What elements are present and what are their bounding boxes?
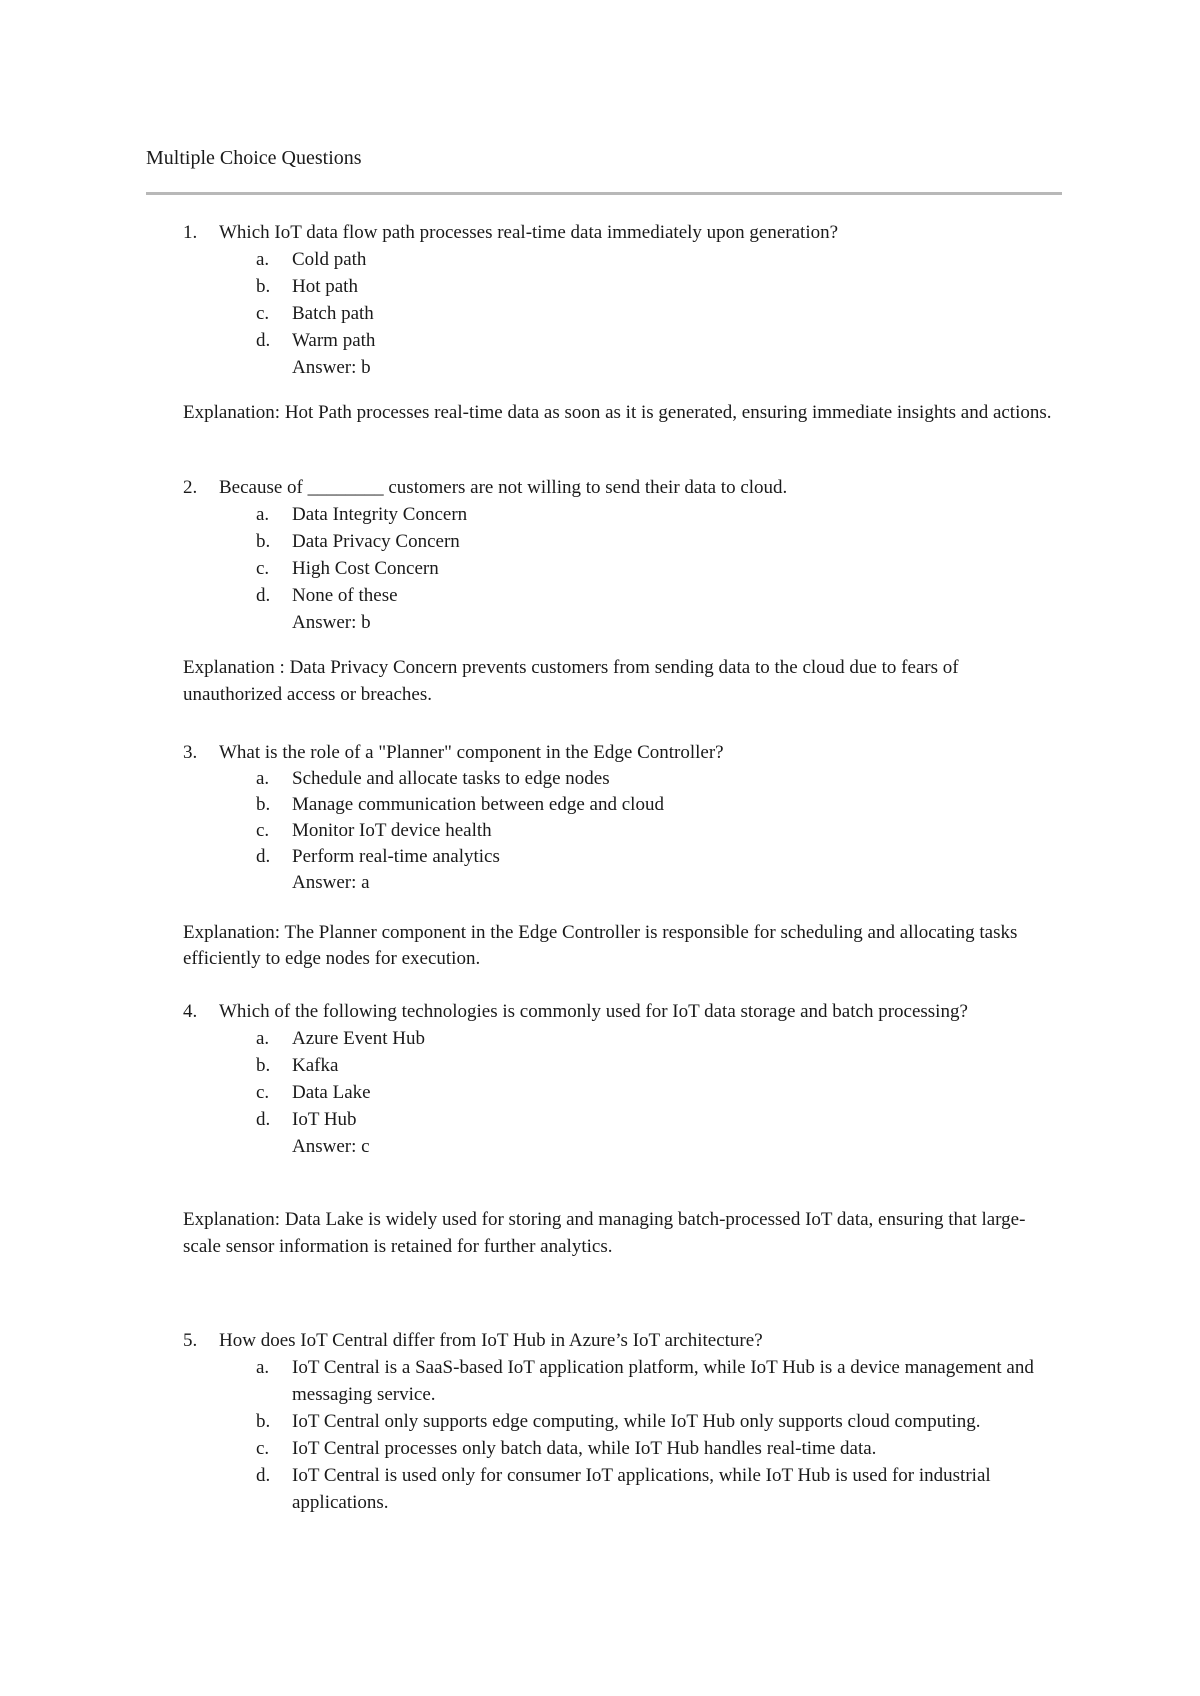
option-text: Batch path (292, 303, 374, 324)
explanation-4: Explanation: Data Lake is widely used for storing and managing batch-processed IoT data, ensuring that large-scale sensor information is retained for further analytics. (183, 1209, 1026, 1257)
option-letter: d. (256, 1109, 271, 1130)
option-text: Kafka (292, 1055, 339, 1076)
question-2 (183, 474, 1063, 636)
question-text (183, 474, 1063, 501)
explanation-1: Explanation: Hot Path processes real-time data as soon as it is generated, ensuring immediate insights and actions. (183, 402, 1052, 423)
question-prompt: Which of the following technologies is commonly used for IoT data storage and batch processing? (219, 1001, 968, 1022)
option-c (183, 300, 1063, 327)
explanation-2: Explanation : Data Privacy Concern prevents customers from sending data to the cloud due to fears of unauthorized access or breaches. (183, 657, 959, 705)
option-text: IoT Hub (292, 1109, 357, 1130)
question-number: 4. (183, 1001, 198, 1022)
question-text (183, 998, 1063, 1025)
answer-line: Answer: b (292, 357, 371, 378)
option-a (183, 1354, 1063, 1408)
option-letter: a. (256, 1357, 270, 1378)
option-d (183, 582, 1063, 609)
option-letter: d. (256, 330, 271, 351)
option-c (183, 555, 1063, 582)
question-1 (183, 219, 1063, 381)
question-text (183, 1327, 1063, 1354)
question-number: 2. (183, 477, 198, 498)
option-text: IoT Central is a SaaS-based IoT application platform, while IoT Hub is a device management and messaging service. (292, 1357, 1034, 1405)
option-a (183, 246, 1063, 273)
option-text: Data Privacy Concern (292, 531, 460, 552)
option-b (183, 273, 1063, 300)
answer-line: Answer: b (292, 612, 371, 633)
answer-line: Answer: a (292, 872, 370, 893)
option-text: High Cost Concern (292, 558, 439, 579)
option-letter: c. (256, 558, 270, 579)
option-text: Cold path (292, 249, 367, 270)
option-text: Azure Event Hub (292, 1028, 425, 1049)
question-number: 5. (183, 1330, 198, 1351)
option-letter: a. (256, 768, 270, 789)
question-number: 3. (183, 742, 198, 763)
option-b (183, 1052, 1063, 1079)
option-letter: a. (256, 249, 270, 270)
option-letter: d. (256, 585, 271, 606)
question-5 (183, 1327, 1063, 1516)
option-text: Data Lake (292, 1082, 371, 1103)
option-letter: c. (256, 820, 270, 841)
option-d (183, 1106, 1063, 1133)
option-letter: b. (256, 1411, 271, 1432)
page-title: Multiple Choice Questions (146, 147, 362, 169)
option-text: None of these (292, 585, 398, 606)
question-number: 1. (183, 222, 198, 243)
option-text: Data Integrity Concern (292, 504, 468, 525)
option-letter: c. (256, 1438, 270, 1459)
question-prompt: How does IoT Central differ from IoT Hub in Azure’s IoT architecture? (219, 1330, 763, 1351)
title-divider (146, 192, 1062, 195)
option-text: Hot path (292, 276, 358, 297)
option-a (183, 501, 1063, 528)
option-letter: b. (256, 276, 271, 297)
option-c (183, 818, 1063, 844)
question-text (183, 740, 1063, 766)
question-4 (183, 998, 1063, 1160)
option-letter: d. (256, 846, 271, 867)
option-text: Warm path (292, 330, 376, 351)
option-letter: a. (256, 1028, 270, 1049)
option-d (183, 844, 1063, 870)
option-letter: a. (256, 504, 270, 525)
option-letter: c. (256, 1082, 270, 1103)
option-text: Schedule and allocate tasks to edge nodes (292, 768, 610, 789)
option-b (183, 528, 1063, 555)
question-3 (183, 740, 1063, 896)
option-letter: b. (256, 794, 271, 815)
option-text: Manage communication between edge and cloud (292, 794, 664, 815)
answer-line: Answer: c (292, 1136, 370, 1157)
question-prompt: What is the role of a "Planner" component in the Edge Controller? (219, 742, 724, 763)
option-b (183, 792, 1063, 818)
option-text: IoT Central only supports edge computing, while IoT Hub only supports cloud computing. (292, 1411, 981, 1432)
option-c (183, 1079, 1063, 1106)
option-text: IoT Central is used only for consumer IoT applications, while IoT Hub is used for industrial applications. (292, 1465, 991, 1513)
explanation-3: Explanation: The Planner component in the Edge Controller is responsible for scheduling and allocating tasks efficiently to edge nodes for execution. (183, 922, 1018, 969)
question-prompt: Which IoT data flow path processes real-time data immediately upon generation? (219, 222, 839, 243)
option-a (183, 1025, 1063, 1052)
option-c (183, 1435, 1063, 1462)
option-d (183, 327, 1063, 354)
option-a (183, 766, 1063, 792)
option-letter: b. (256, 1055, 271, 1076)
option-text: Monitor IoT device health (292, 820, 492, 841)
option-d (183, 1462, 1063, 1516)
question-text (183, 219, 1063, 246)
option-letter: c. (256, 303, 270, 324)
option-letter: d. (256, 1465, 271, 1486)
option-text: IoT Central processes only batch data, while IoT Hub handles real-time data. (292, 1438, 877, 1459)
option-b (183, 1408, 1063, 1435)
question-prompt: Because of ________ customers are not willing to send their data to cloud. (219, 477, 788, 498)
option-letter: b. (256, 531, 271, 552)
option-text: Perform real-time analytics (292, 846, 500, 867)
